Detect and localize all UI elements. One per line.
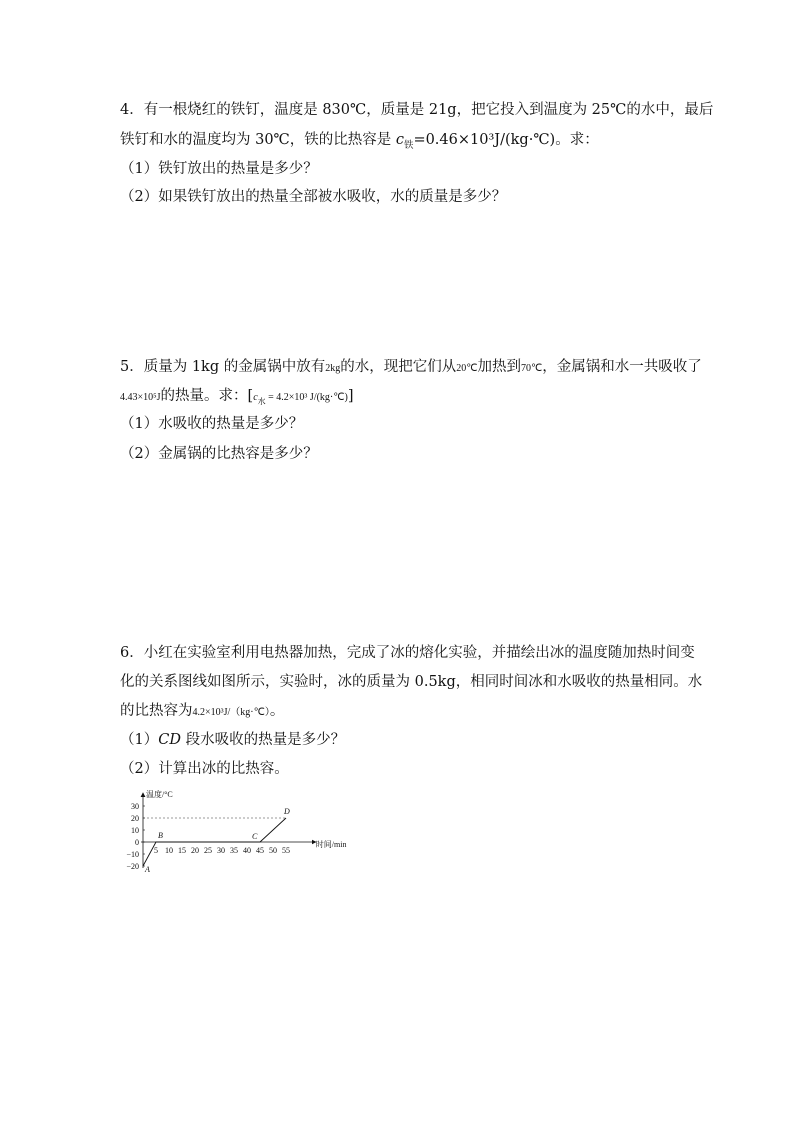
- x-axis-label: 时间/min: [315, 840, 347, 849]
- x-tick-label: 5: [154, 846, 158, 855]
- x-tick-label: 25: [204, 846, 212, 855]
- q5-line-1-text-a: 5．质量为 1kg 的金属锅中放有: [120, 359, 326, 375]
- point-label-c: C: [252, 832, 258, 841]
- q6-part-1: [120, 730, 345, 750]
- q4-line-1: 4．有一根烧红的铁钉，温度是 830℃，质量是 21g，把它投入到温度为 25℃的水中，最后: [120, 102, 714, 118]
- x-tick-label: 40: [243, 846, 251, 855]
- q5-part-2: （2）金属锅的比热容是多少？: [120, 446, 318, 462]
- q5-heat-value: 4.43×10⁵J: [120, 392, 161, 403]
- q5-bracket-close: ]: [347, 388, 354, 404]
- q6-line-2: 化的关系图线如图所示，实验时，冰的质量为 0.5kg，相同时间冰和水吸收的热量相同。水: [120, 674, 703, 690]
- q5-line-1-text-c: 加热到: [477, 359, 521, 375]
- q6-line-3-text: 的比热容为: [120, 703, 193, 719]
- x-tick-label: 45: [256, 846, 264, 855]
- q4-part-2: （2）如果铁钉放出的热量全部被水吸收，水的质量是多少？: [120, 189, 507, 205]
- q6-part-1-prefix: （1）: [120, 732, 159, 748]
- x-tick-label: 15: [178, 846, 186, 855]
- q6-line-3: [120, 701, 284, 723]
- q4-c-subscript: 铁: [404, 139, 414, 151]
- temperature-time-chart: [115, 787, 355, 877]
- x-tick-label: 30: [217, 846, 225, 855]
- q4-line-2-text: 铁钉和水的温度均为 30℃，铁的比热容是: [120, 132, 396, 148]
- q6-line-3-end: 。: [269, 703, 285, 719]
- y-axis-label: 温度/°C: [146, 790, 173, 799]
- q6-c-water-value: 4.2×10³J/（kg·℃）: [192, 707, 270, 718]
- q5-part-1: （1）水吸收的热量是多少？: [120, 416, 304, 432]
- q5-line-1-text-b: 的水，现把它们从: [340, 359, 457, 375]
- q4-line-2: [120, 130, 599, 156]
- y-tick-label: −20: [126, 862, 139, 871]
- q4-c-symbol: c: [395, 132, 405, 148]
- point-label-a: A: [145, 865, 150, 874]
- q4-part-1: （1）铁钉放出的热量是多少？: [120, 161, 318, 177]
- x-tick-label: 50: [269, 846, 277, 855]
- q5-start-temp: 20℃: [456, 363, 478, 374]
- q5-line-1-text-d: ，金属锅和水一共吸收了: [542, 359, 702, 375]
- q5-water-mass: 2kg: [325, 363, 341, 374]
- point-label-d: D: [284, 807, 290, 816]
- q6-part-2: （2）计算出冰的比热容。: [120, 761, 289, 777]
- q5-end-temp: 70℃: [520, 363, 543, 374]
- y-tick-label: 20: [131, 814, 139, 823]
- q5-c-formula: = 4.2×10³ J/(kg·℃): [265, 392, 348, 403]
- q5-line-2: [120, 386, 354, 412]
- x-tick-label: 20: [191, 846, 199, 855]
- x-tick-label: 10: [165, 846, 173, 855]
- y-tick-label: 0: [135, 838, 139, 847]
- y-tick-label: −10: [126, 850, 139, 859]
- q6-part-1-text: 段水吸收的热量是多少？: [180, 732, 346, 748]
- x-tick-label: 35: [230, 846, 238, 855]
- point-label-b: B: [158, 831, 163, 840]
- y-tick-label: 10: [131, 826, 139, 835]
- q5-c-subscript: 水: [257, 396, 266, 406]
- q6-part-1-cd: CD: [158, 732, 181, 748]
- q4-line-2-value: =0.46×10³J/(kg·℃)。求：: [413, 132, 599, 148]
- q5-line-1: [120, 357, 702, 379]
- q6-line-1: 6．小红在实验室利用电热器加热，完成了冰的熔化实验，并描绘出冰的温度随加热时间变: [120, 645, 695, 661]
- q5-line-2-text: 的热量。求：[: [160, 388, 254, 404]
- x-tick-label: 55: [282, 846, 290, 855]
- q5-c-symbol: c: [253, 392, 258, 403]
- y-tick-label: 30: [131, 802, 139, 811]
